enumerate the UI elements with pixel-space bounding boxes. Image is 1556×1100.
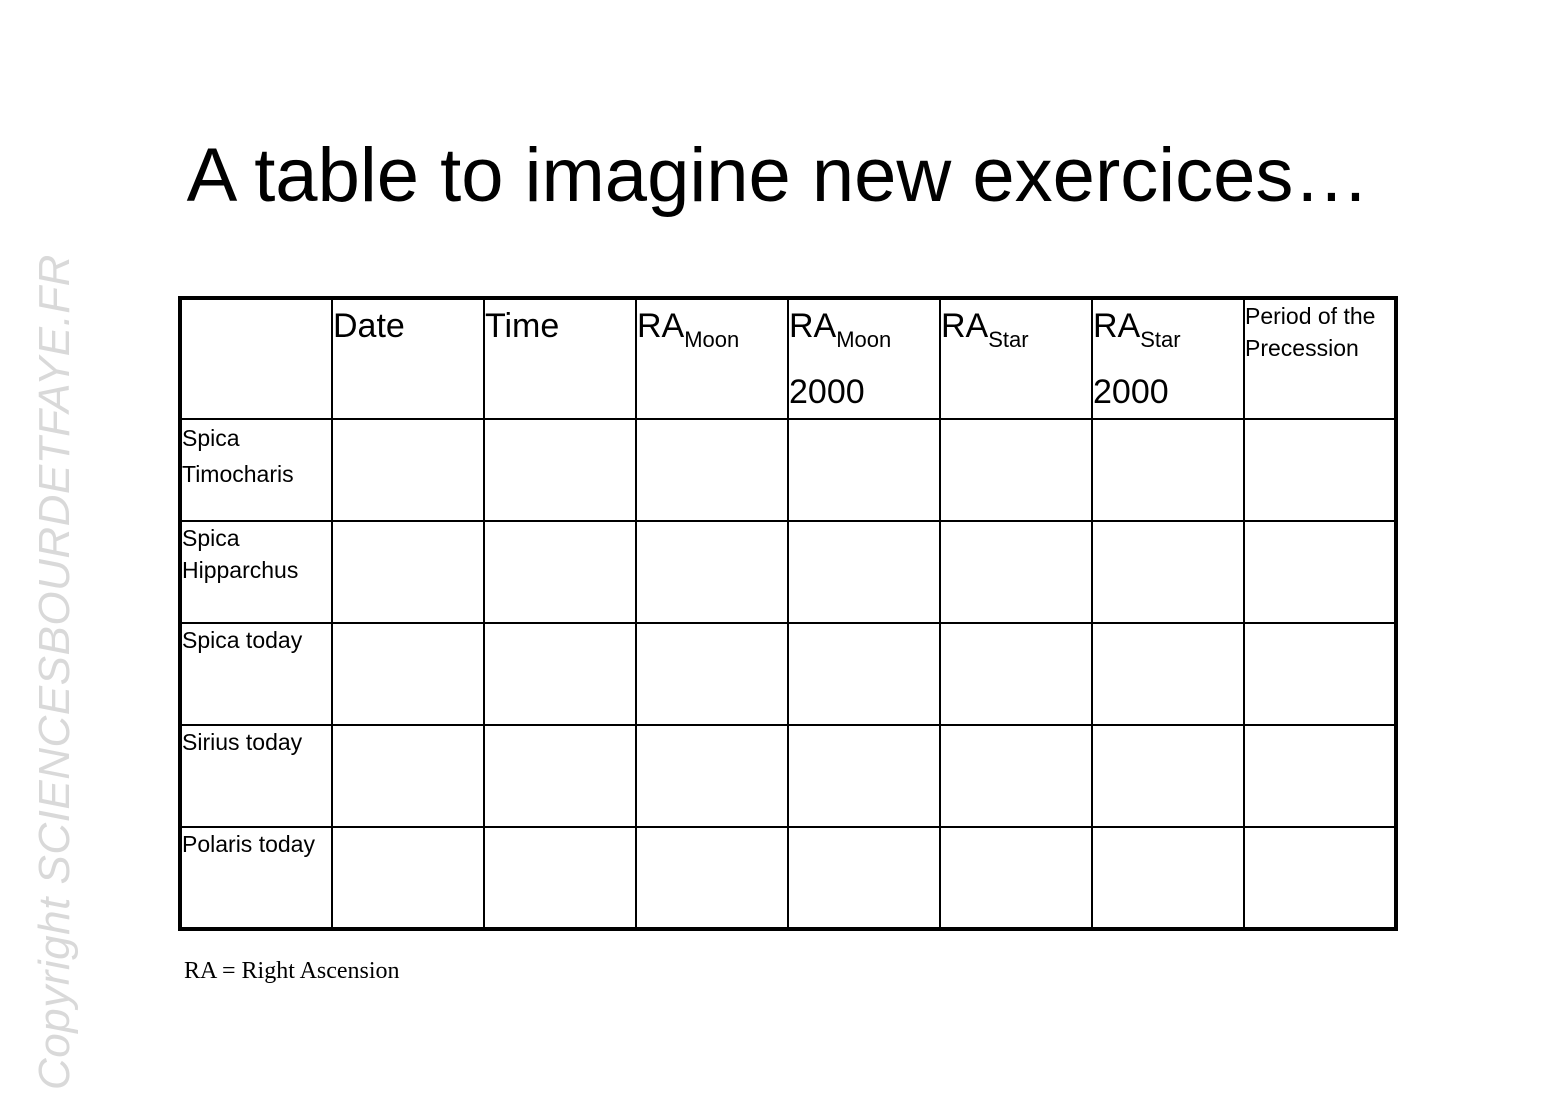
table-cell <box>1092 725 1244 827</box>
table-cell <box>484 521 636 623</box>
table-row <box>180 419 1396 521</box>
table-cell <box>636 419 788 521</box>
copyright-watermark: Copyright SCIENCESBOURDETFAYE.FR <box>30 254 79 1090</box>
table-cell <box>1092 419 1244 521</box>
table-cell <box>788 521 940 623</box>
header-ra-moon-2000: $RA_{Moon}$ 2000 <box>788 298 940 419</box>
table-cell <box>332 419 484 521</box>
table-cell <box>332 725 484 827</box>
header-ra-moon: $RA_{Moon}$ <box>636 298 788 419</box>
table-cell <box>636 521 788 623</box>
table-cell <box>788 419 940 521</box>
header-ra-star-2000: $RA_{Star}$ 2000 <box>1092 298 1244 419</box>
table-cell <box>484 827 636 929</box>
table-cell <box>332 827 484 929</box>
table-row <box>180 827 1396 929</box>
table-cell <box>484 623 636 725</box>
table-cell <box>940 623 1092 725</box>
table-cell <box>1244 623 1396 725</box>
table-cell <box>788 827 940 929</box>
table-cell <box>636 827 788 929</box>
exercise-table <box>178 296 1398 931</box>
header-period-of-precession: Period of the Precession <box>1244 298 1396 419</box>
table-cell <box>788 725 940 827</box>
header-time: Time <box>484 298 636 419</box>
header-cell-empty <box>180 298 332 419</box>
table-cell <box>1244 725 1396 827</box>
table-cell <box>940 521 1092 623</box>
table-cell <box>1244 419 1396 521</box>
table-row <box>180 725 1396 827</box>
table-cell <box>636 623 788 725</box>
page-title: A table to imagine new exercices… <box>186 133 1370 218</box>
row-label: Polaris today <box>180 827 332 929</box>
footnote: RA = Right Ascension <box>184 958 400 984</box>
table-cell <box>484 419 636 521</box>
table-row <box>180 623 1396 725</box>
table-cell <box>940 827 1092 929</box>
table-cell <box>332 623 484 725</box>
table-cell <box>1092 827 1244 929</box>
table-cell <box>1092 521 1244 623</box>
table-cell <box>332 521 484 623</box>
table-cell <box>484 725 636 827</box>
table-row <box>180 521 1396 623</box>
row-label: Spica Hipparchus <box>180 521 332 623</box>
header-date: Date <box>332 298 484 419</box>
table-cell <box>1092 623 1244 725</box>
row-label: Spica today <box>180 623 332 725</box>
table-cell <box>636 725 788 827</box>
row-label: Sirius today <box>180 725 332 827</box>
table-cell <box>788 623 940 725</box>
table-cell <box>1244 827 1396 929</box>
header-ra-star: $RA_{Star}$ <box>940 298 1092 419</box>
row-label: Spica Timocharis <box>180 419 332 521</box>
header-row <box>180 298 1396 419</box>
table-cell <box>940 419 1092 521</box>
table-cell <box>940 725 1092 827</box>
table-cell <box>1244 521 1396 623</box>
